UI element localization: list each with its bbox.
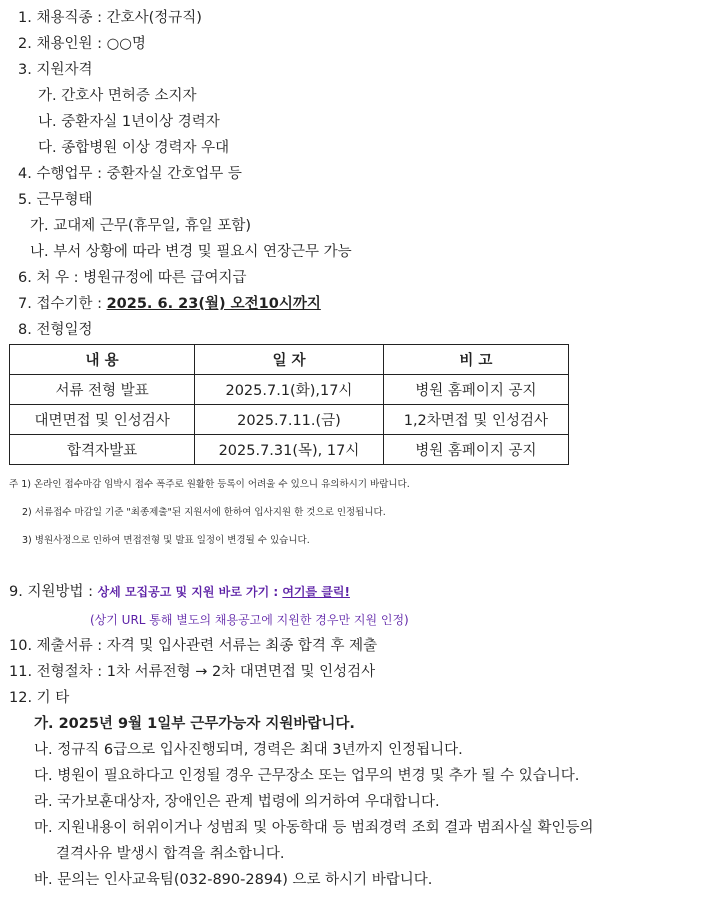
header-remarks: 비 고	[383, 345, 568, 375]
work-type-heading: 5. 근무형태	[18, 192, 93, 208]
table-row	[10, 435, 569, 465]
table-cell: 병원 홈페이지 공지	[383, 435, 568, 465]
apply-method	[9, 582, 350, 602]
table-header-row	[10, 345, 569, 375]
headcount: 2. 채용인원 : ○○명	[18, 36, 146, 52]
apply-label: 9. 지원방법 :	[9, 584, 98, 600]
qualification-icu-experience: 나. 중환자실 1년이상 경력자	[38, 114, 220, 130]
etc-contact: 바. 문의는 인사교육팀(032-890-2894) 으로 하시기 바랍니다.	[34, 872, 433, 888]
table-row	[10, 405, 569, 435]
table-cell: 1,2차면접 및 인성검사	[383, 405, 568, 435]
etc-disqualify: 마. 지원내용이 허위이거나 성범죄 및 아동학대 등 범죄경력 조회 결과 범죄사실 확인등의	[34, 820, 594, 836]
qualification-license: 가. 간호사 면허증 소지자	[38, 88, 197, 104]
apply-note: (상기 URL 통해 별도의 채용공고에 지원한 경우만 지원 인정)	[90, 613, 409, 627]
schedule-heading: 8. 전형일정	[18, 322, 93, 338]
job-type: 1. 채용직종 : 간호사(정규직)	[18, 10, 202, 26]
note-2: 2) 서류접수 마감일 기준 "최종제출"된 지원서에 한하여 입사지원 한 것으로 인정됩니다.	[22, 507, 386, 518]
duties: 4. 수행업무 : 중환자실 간호업무 등	[18, 166, 242, 182]
documents: 10. 제출서류 : 자격 및 입사관련 서류는 최종 합격 후 제출	[9, 638, 378, 654]
header-content: 내 용	[10, 345, 195, 375]
schedule-table	[9, 344, 569, 465]
compensation: 6. 처 우 : 병원규정에 따른 급여지급	[18, 270, 247, 286]
table-cell: 2025.7.1(화),17시	[195, 375, 384, 405]
process: 11. 전형절차 : 1차 서류전형 → 2차 대면면접 및 인성검사	[9, 664, 376, 680]
table-row	[10, 375, 569, 405]
table-cell: 합격자발표	[10, 435, 195, 465]
deadline	[18, 294, 321, 314]
table-cell: 서류 전형 발표	[10, 375, 195, 405]
work-type-overtime: 나. 부서 상황에 따라 변경 및 필요시 연장근무 가능	[30, 244, 352, 260]
deadline-value: 2025. 6. 23(월) 오전10시까지	[106, 296, 321, 312]
table-cell: 2025.7.11.(금)	[195, 405, 384, 435]
qualification-preference: 다. 종합병원 이상 경력자 우대	[38, 140, 230, 156]
etc-preference: 라. 국가보훈대상자, 장애인은 관계 법령에 의거하여 우대합니다.	[34, 794, 440, 810]
header-date: 일 자	[195, 345, 384, 375]
etc-heading: 12. 기 타	[9, 690, 70, 706]
etc-change: 다. 병원이 필요하다고 인정될 경우 근무장소 또는 업무의 변경 및 추가 될 수 있습니다.	[34, 768, 580, 784]
deadline-label: 7. 접수기한 :	[18, 296, 107, 312]
table-cell: 대면면접 및 인성검사	[10, 405, 195, 435]
table-cell: 2025.7.31(목), 17시	[195, 435, 384, 465]
apply-text: 상세 모집공고 및 지원 바로 가기 :	[97, 585, 283, 599]
table-cell: 병원 홈페이지 공지	[383, 375, 568, 405]
apply-link[interactable]: 여기를 클릭!	[282, 585, 350, 599]
note-3: 3) 병원사정으로 인하여 면접전형 및 발표 일정이 변경될 수 있습니다.	[22, 535, 310, 546]
etc-disqualify-cont: 결격사유 발생시 합격을 취소합니다.	[56, 846, 285, 862]
note-1: 주 1) 온라인 접수마감 임박시 접수 폭주로 원활한 등록이 어려울 수 있으니 유의하시기 바랍니다.	[9, 479, 410, 490]
etc-start-date: 가. 2025년 9월 1일부 근무가능자 지원바랍니다.	[34, 716, 355, 732]
etc-grade: 나. 정규직 6급으로 입사진행되며, 경력은 최대 3년까지 인정됩니다.	[34, 742, 463, 758]
qualifications-heading: 3. 지원자격	[18, 62, 93, 78]
work-type-shift: 가. 교대제 근무(휴무일, 휴일 포함)	[30, 218, 252, 234]
